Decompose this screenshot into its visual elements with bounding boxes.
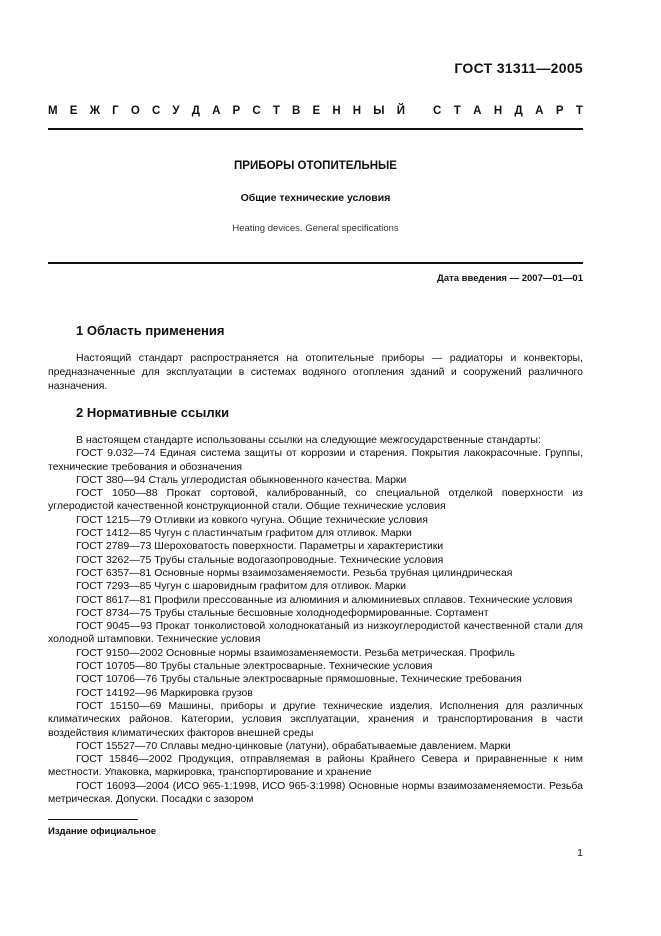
reference-item: ГОСТ 8734—75 Трубы стальные бесшовные холоднодеформированные. Сортамент <box>76 606 489 619</box>
section-1-text: Настоящий стандарт распространяется на отопительные приборы — радиаторы и конвекторы, предназначенные для эксплуатации в системах водяного отопления зданий и сооружений различного назначения. <box>48 352 583 392</box>
standard-banner <box>48 104 583 118</box>
reference-item: ГОСТ 1050—88 Прокат сортовой, калиброванный, со специальной отделкой поверхности из углеродистой качественной конструкционной стали. Общие технические условия <box>48 487 583 513</box>
reference-item: ГОСТ 15846—2002 Продукция, отправляемая в районы Крайнего Севера и приравненные к ним местности. Упаковка, маркировка, транспортирование и хранение <box>48 753 583 779</box>
reference-item: ГОСТ 6357—81 Основные нормы взаимозаменяемости. Резьба трубная цилиндрическая <box>76 566 513 579</box>
reference-item: ГОСТ 3262—75 Трубы стальные водогазопроводные. Технические условия <box>76 553 444 566</box>
reference-item: ГОСТ 10706—76 Трубы стальные электросварные прямошовные. Технические требования <box>76 673 522 686</box>
banner-letter: С <box>433 105 442 117</box>
banner-letter: Н <box>493 105 503 117</box>
reference-item: ГОСТ 7293—85 Чугун с шаровидным графитом для отливок. Марки <box>76 580 406 593</box>
normative-references-list <box>48 434 583 806</box>
title-bottom-rule <box>48 262 583 264</box>
banner-letter: Д <box>514 105 523 117</box>
banner-word-standard <box>433 104 583 118</box>
banner-letter: Ы <box>373 105 385 117</box>
banner-letter: С <box>151 105 161 117</box>
reference-item: ГОСТ 380—94 Сталь углеродистая обыкновенного качества. Марки <box>76 473 407 486</box>
banner-letter: Т <box>575 105 583 117</box>
document-title: ПРИБОРЫ ОТОПИТЕЛЬНЫЕ <box>234 160 397 172</box>
banner-letter: М <box>48 105 58 117</box>
banner-letter: Т <box>272 105 280 117</box>
banner-letter: В <box>292 105 301 117</box>
reference-item: ГОСТ 1412—85 Чугун с пластинчатым графитом для отливок. Марки <box>76 527 412 540</box>
banner-letter: Е <box>312 105 321 117</box>
document-subtitle: Общие технические условия <box>240 192 391 204</box>
document-code: ГОСТ 31311—2005 <box>454 60 583 76</box>
banner-letter: А <box>535 105 544 117</box>
reference-item: ГОСТ 10705—80 Трубы стальные электросварные. Технические условия <box>76 660 433 673</box>
banner-letter: Т <box>453 105 461 117</box>
english-title: Heating devices. General specifications <box>232 223 399 234</box>
banner-letter: Ж <box>89 105 100 117</box>
reference-item: ГОСТ 15527—70 Сплавы медно-цинковые (латуни), обрабатываемые давлением. Марки <box>76 739 511 752</box>
banner-letter: О <box>130 105 140 117</box>
banner-letter: Г <box>112 105 119 117</box>
banner-letter: А <box>212 105 221 117</box>
banner-letter: Д <box>191 105 200 117</box>
banner-letter: Е <box>69 105 78 117</box>
section-2-heading: 2 Нормативные ссылки <box>76 405 230 420</box>
banner-letter: Й <box>396 105 405 117</box>
banner-letter: Н <box>332 105 341 117</box>
section-1-heading: 1 Область применения <box>76 323 225 338</box>
top-rule <box>48 128 583 130</box>
reference-item: ГОСТ 9045—93 Прокат тонколистовой холоднокатаный из низкоуглеродистой качественной стали для холодной штамповки. Технические условия <box>48 620 583 646</box>
banner-letter: А <box>473 105 482 117</box>
page-number: 1 <box>577 847 583 859</box>
reference-item: ГОСТ 9150—2002 Основные нормы взаимозаменяемости. Резьба метрическая. Профиль <box>76 646 515 659</box>
footer-rule <box>48 819 138 820</box>
reference-item: ГОСТ 2789—73 Шероховатость поверхности. Параметры и характеристики <box>76 540 444 553</box>
reference-item: ГОСТ 16093—2004 (ИСО 965-1:1998, ИСО 965-3:1998) Основные нормы взаимозаменяемости. Резьба метрическая. Допуски. Посадки с зазором <box>48 779 583 806</box>
introduction-date: Дата введения — 2007—01—01 <box>437 273 583 284</box>
reference-item: ГОСТ 9.032—74 Единая система защиты от коррозии и старения. Покрытия лакокрасочные. Группы, технические требования и обозначения <box>48 447 583 473</box>
official-edition-label: Издание официальное <box>48 826 156 837</box>
banner-letter: Р <box>232 105 241 117</box>
reference-item: ГОСТ 15150—69 Машины, приборы и другие технические изделия. Исполнения для различных климатических районов. Категории, условия эксплуатации, хранения и транспортирования в части воздействия климатических факторов внешней среды <box>48 699 583 739</box>
reference-item: ГОСТ 14192—96 Маркировка грузов <box>76 686 253 699</box>
banner-word-interstate <box>48 104 405 118</box>
banner-letter: Р <box>555 105 564 117</box>
banner-letter: Н <box>352 105 362 117</box>
banner-letter: У <box>172 105 180 117</box>
banner-letter: С <box>252 105 261 117</box>
reference-item: ГОСТ 8617—81 Профили прессованные из алюминия и алюминиевых сплавов. Технические условия <box>76 593 573 606</box>
references-intro: В настоящем стандарте использованы ссылки на следующие межгосударственные стандарты: <box>76 434 541 446</box>
reference-item: ГОСТ 1215—79 Отливки из ковкого чугуна. Общие технические условия <box>76 513 428 526</box>
